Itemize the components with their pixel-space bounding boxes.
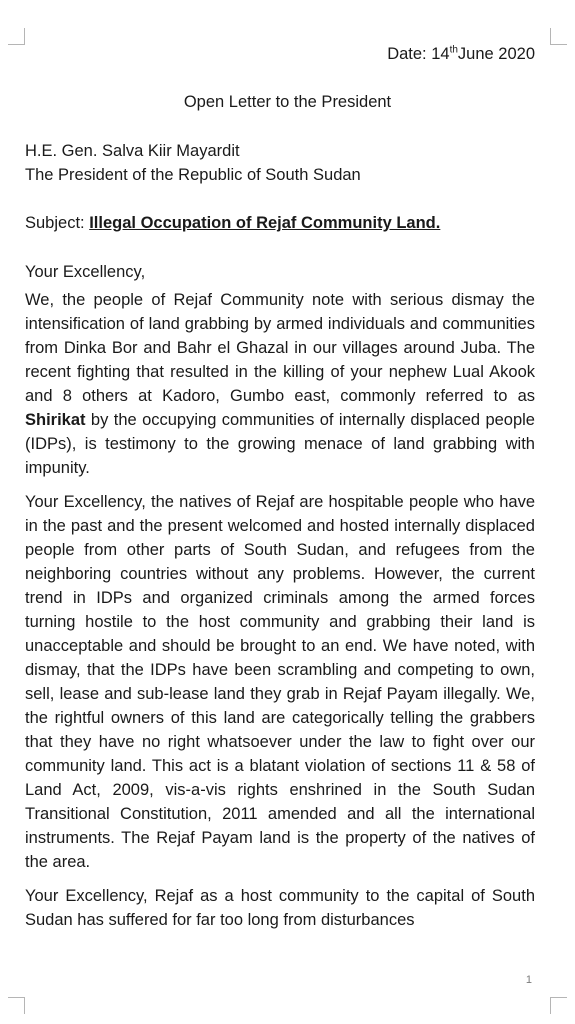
page-number: 1 <box>525 974 532 986</box>
crop-mark-bottom-right <box>550 997 567 1014</box>
paragraph-1-bold-term: Shirikat <box>25 411 86 429</box>
letter-body <box>25 288 535 942</box>
paragraph-1-text-b: by the occupying communities of internally displaced people (IDPs), is testimony to the growing menace of land grabbing with impunity. <box>25 411 535 477</box>
letter-title: Open Letter to the President <box>183 93 392 111</box>
paragraph-3: Your Excellency, Rejaf as a host community to the capital of South Sudan has suffered for far too long from disturbances <box>25 887 535 929</box>
date-superscript: th <box>449 44 458 56</box>
crop-mark-top-right <box>550 28 567 45</box>
crop-mark-top-left <box>8 28 25 45</box>
subject-text: Illegal Occupation of Rejaf Community Land. <box>89 214 441 232</box>
paragraph-1 <box>25 288 535 480</box>
paragraph-2: Your Excellency, the natives of Rejaf are hospitable people who have in the past and the present welcomed and hosted internally displaced people from other parts of South Sudan, and refugees from the neighboring countries without any problems. However, the current trend in IDPs and organized criminals among the armed forces turning hostile to the host community and grabbing their land is unacceptable and should be brought to an end. We have noted, with dismay, that the IDPs have been scrambling and competing to own, sell, lease and sub-lease land they grab in Rejaf Payam illegally. We, the rightful owners of this land are categorically telling the grabbers that they have no right whatsoever under the law to fight over our community land. This act is a blatant violation of sections 11 & 58 of Land Act, 2009, vis-a-vis rights enshrined in the South Sudan Transitional Constitution, 2011 amended and all the international instruments. The Rejaf Payam land is the property of the natives of the area. <box>25 493 535 871</box>
letter-subject <box>25 211 535 235</box>
salutation: Your Excellency, <box>25 263 146 281</box>
recipient-name: H.E. Gen. Salva Kiir Mayardit <box>25 142 240 160</box>
date-suffix: June 2020 <box>457 45 535 63</box>
subject-label: Subject: <box>25 214 90 232</box>
paragraph-1-text-a: We, the people of Rejaf Community note with serious dismay the intensification of land grabbing by armed individuals and communities from Dinka Bor and Bahr el Ghazal in our villages around Juba. The recent fighting that resulted in the killing of your nephew Lual Akook and 8 others at Kadoro, Gumbo east, commonly referred to as <box>25 291 535 405</box>
date-prefix: Date: 14 <box>387 45 450 63</box>
recipient-title: The President of the Republic of South Sudan <box>25 166 361 184</box>
crop-mark-bottom-left <box>8 997 25 1014</box>
letter-date <box>387 42 535 66</box>
recipient-address <box>25 139 535 187</box>
